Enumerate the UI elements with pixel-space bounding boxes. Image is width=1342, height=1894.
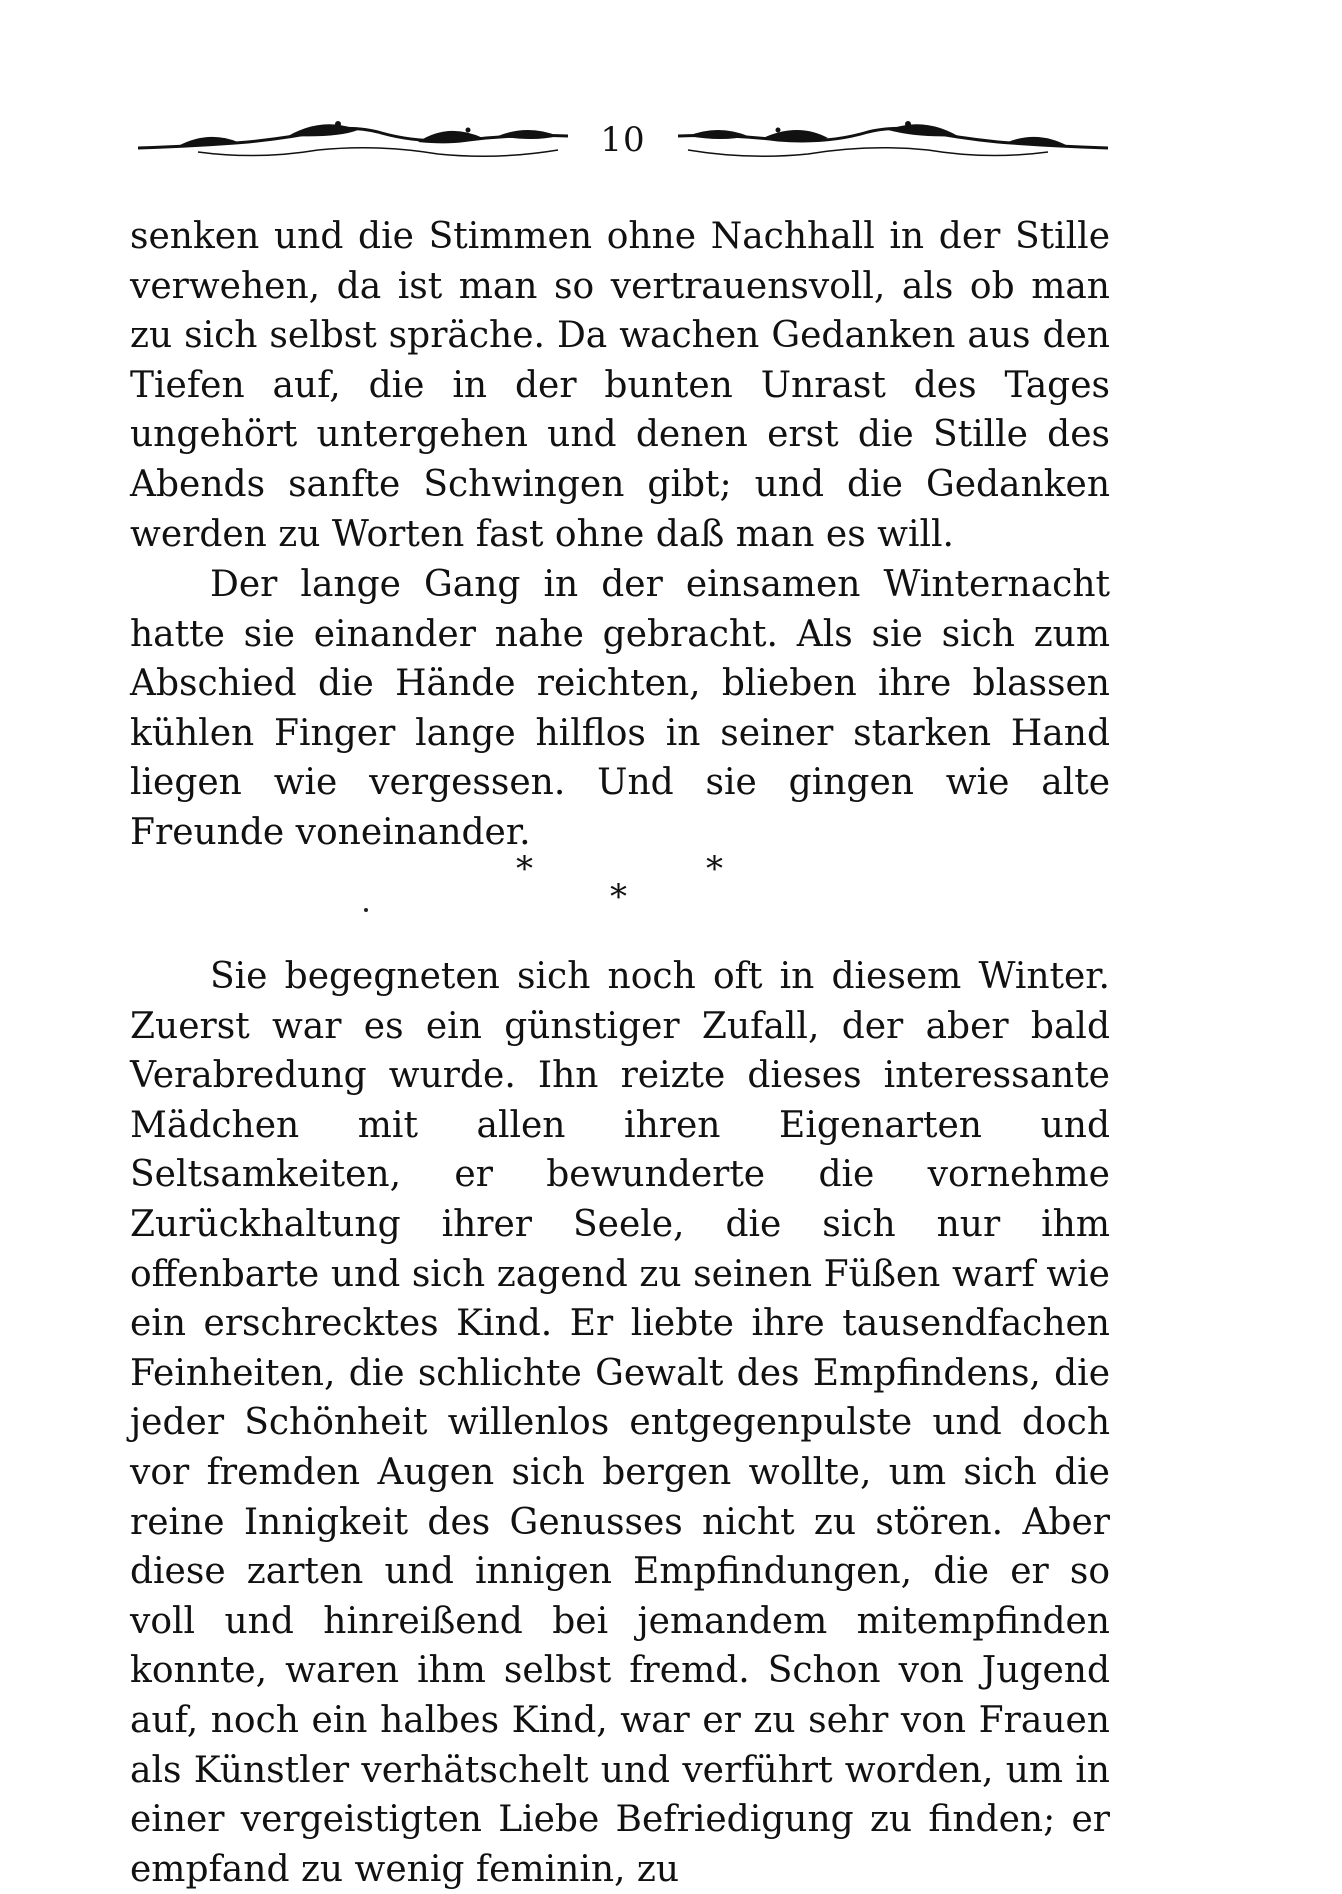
paragraph-text: Sie begegneten sich noch oft in diesem Winter. Zuerst war es ein günstiger Zufall, der aber bald Verabredung wurde. Ihn reizte dieses interessante Mädchen mit allen ihren Eigenarten und Seltsamkeiten, er bewunderte die vornehme Zurückhaltung ihrer Seele, die sich nur ihm offenbarte und sich zagend zu seinen Füßen warf wie ein erschrecktes Kind. Er liebte ihre tausendfachen Feinheiten, die schlichte Gewalt des Empfindens, die jeder Schönheit willenlos entgegenpulste und doch vor fremden Augen sich bergen wollte, um sich die reine Innigkeit des Genusses nicht zu stören. Aber diese zarten und innigen Empfindungen, die er so voll und hinreißend bei jemandem mitempfinden konnte, waren ihm selbst fremd. Schon von Jugend auf, noch ein halbes Kind, war er zu sehr von Frauen als Künstler verhätschelt und verführt worden, um in einer vergeistigten Liebe Befriedigung zu finden; er empfand zu wenig feminin, zu xyxy=(130,956,1110,1890)
paragraph-text: senken und die Stimmen ohne Nachhall in der Stille verwehen, da ist man so vertrauensvoll, als ob man zu sich selbst spräche. Da wachen Gedanken aus den Tiefen auf, die in der bunten Unrast des Tages ungehört untergehen und denen erst die Stille des Abends sanfte Schwingen gibt; und die Gedanken werden zu Worten fast ohne daß man es will. xyxy=(130,216,1110,555)
asterisk-left: * xyxy=(516,849,533,889)
paragraph xyxy=(130,560,1110,858)
vine-ornament-icon xyxy=(678,116,1108,166)
paragraph-text: Der lange Gang in der einsamen Winternacht hatte sie einander nahe gebracht. Als sie sich zum Abschied die Hände reichten, blieben ihre blassen kühlen Finger lange hilflos in seiner starken Hand liegen wie vergessen. Und sie gingen wie alte Freunde voneinander. xyxy=(130,564,1110,853)
print-speck xyxy=(364,908,368,912)
paragraph xyxy=(130,952,1110,1894)
paragraph-continued xyxy=(130,212,1110,559)
asterisk-center: * xyxy=(610,877,627,917)
page-header xyxy=(138,110,1108,170)
section-break xyxy=(0,849,1342,917)
page-number: 10 xyxy=(600,120,646,160)
asterisk-right: * xyxy=(706,849,723,889)
